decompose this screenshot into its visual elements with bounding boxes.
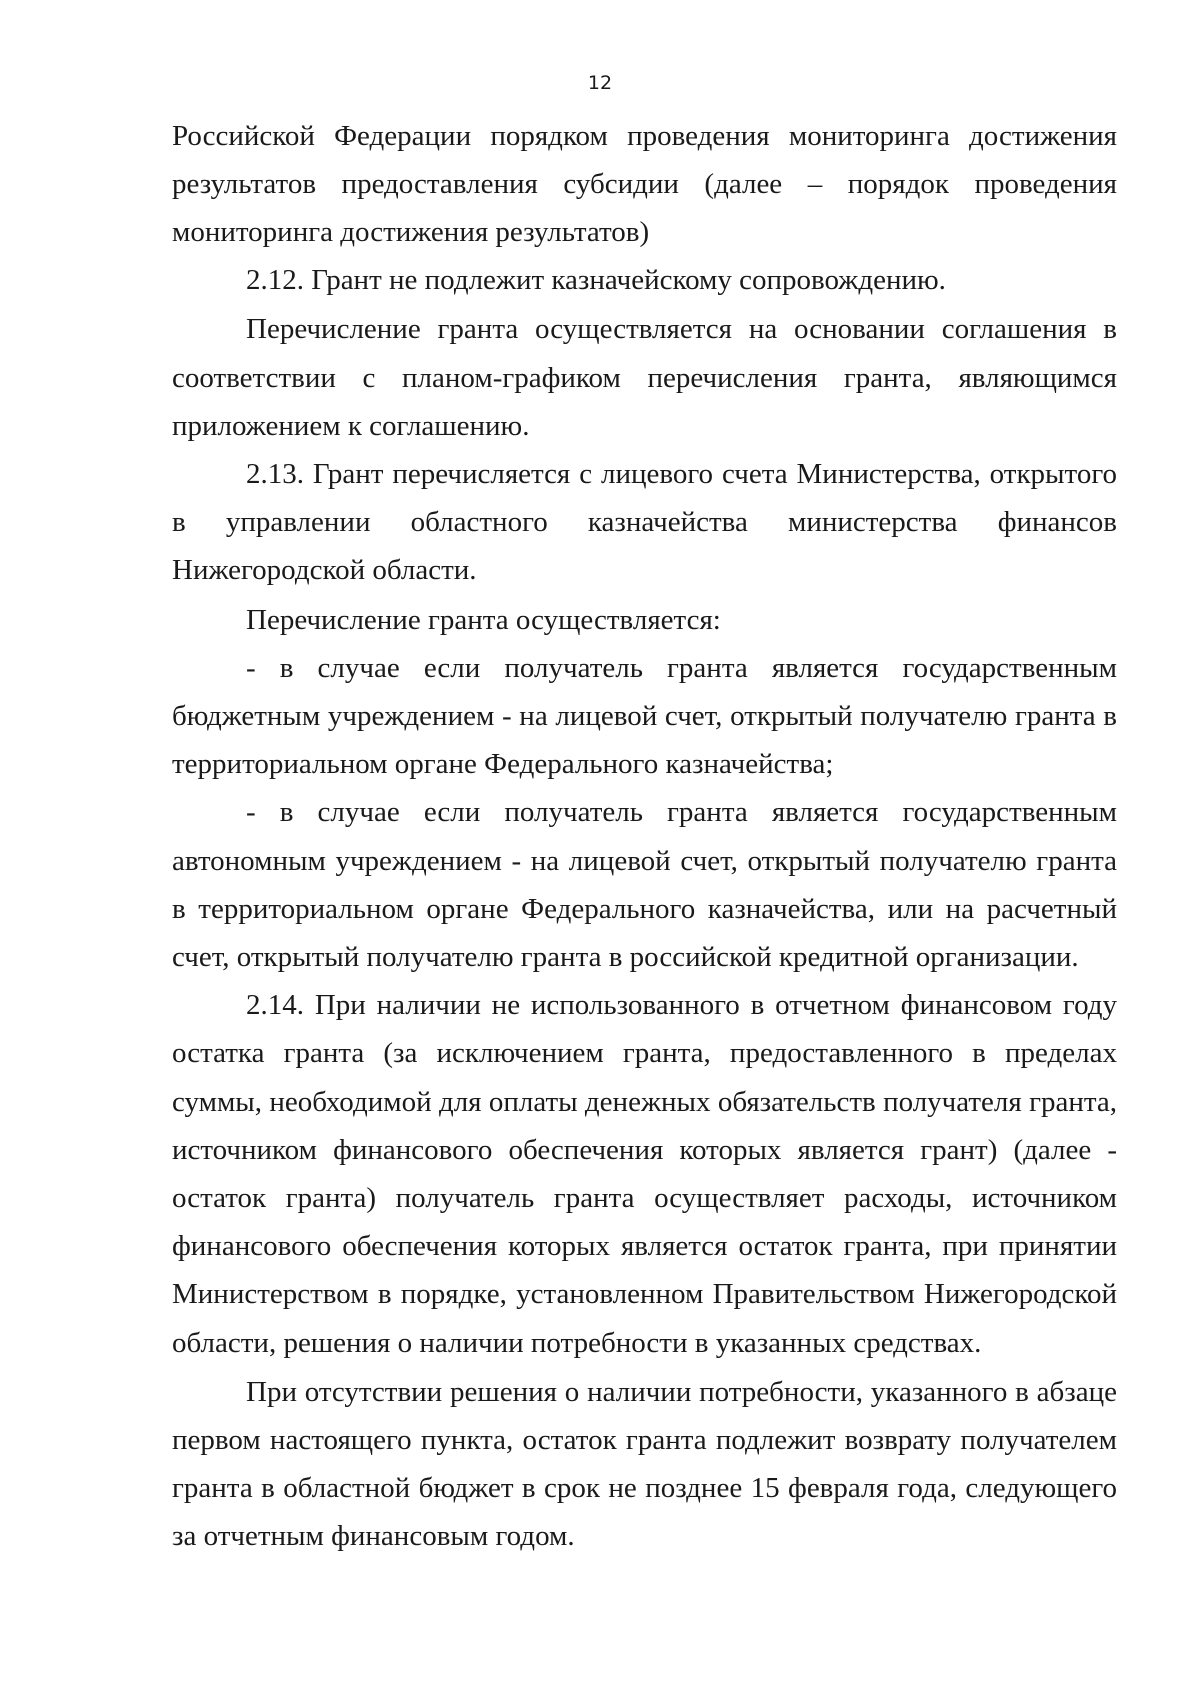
page-number: 12 — [587, 72, 613, 94]
paragraph-grant-return: При отсутствии решения о наличии потребности, указанного в абзаце первом настоящего пункта, остаток гранта подлежит возврату получателем гранта в областной бюджет в срок не позднее 15 февраля года, следующего за отчетным финансовым годом. — [172, 1375, 1117, 1553]
paragraph-monitoring-order: Российской Федерации порядком проведения мониторинга достижения результатов предоставления субсидии (далее – порядок проведения мониторинга достижения результатов) — [172, 119, 1117, 248]
paragraph-transfer-intro: Перечисление гранта осуществляется: — [246, 603, 721, 636]
document-body — [172, 112, 1117, 1561]
paragraph-2-13: 2.13. Грант перечисляется с лицевого счета Министерства, открытого в управлении областного казначейства министерства финансов Нижегородской области. — [172, 457, 1117, 587]
paragraph-2-12: 2.12. Грант не подлежит казначейскому сопровождению. — [246, 264, 946, 297]
list-item-budget-institution: - в случае если получатель гранта является государственным бюджетным учреждением - на лицевой счет, открытый получателю гранта в территориальном органе Федерального казначейства; — [172, 651, 1117, 781]
list-item-autonomous-institution: - в случае если получатель гранта является государственным автономным учреждением - на лицевой счет, открытый получателю гранта в территориальном органе Федерального казначейства, или на расчетный счет, открытый получателю гранта в российской кредитной организации. — [172, 796, 1117, 973]
paragraph-2-14: 2.14. При наличии не использованного в отчетном финансовом году остатка гранта (за исключением гранта, предоставленного в пределах суммы, необходимой для оплаты денежных обязательств получателя гранта, источником финансового обеспечения которых является грант) (далее - остаток гранта) получатель гранта осуществляет расходы, источником финансового обеспечения которых является остаток гранта, при принятии Министерством в порядке, установленном Правительством Нижегородской области, решения о наличии потребности в указанных средствах. — [172, 989, 1117, 1359]
paragraph-transfer-schedule: Перечисление гранта осуществляется на основании соглашения в соответствии с планом-графиком перечисления гранта, являющимся приложением к соглашению. — [172, 313, 1117, 442]
